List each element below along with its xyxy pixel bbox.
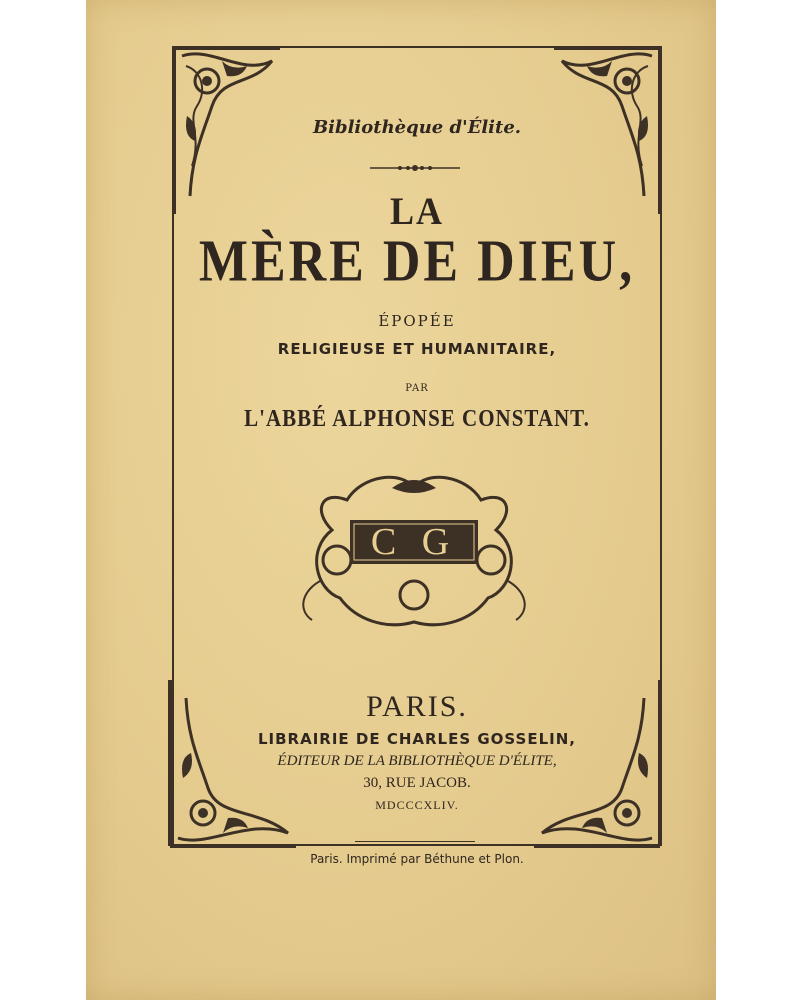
author-name: L'ABBÉ ALPHONSE CONSTANT. (244, 404, 590, 432)
title-line-1: LA (389, 189, 444, 233)
publication-year: MDCCCXLIV. (375, 798, 459, 812)
publisher-monogram: C G (370, 521, 458, 563)
publisher-address: 30, RUE JACOB. (363, 775, 471, 791)
subtitle-line-1: ÉPOPÉE (378, 312, 456, 330)
bottom-divider (355, 841, 475, 842)
book-title: MÈRE DE DIEU, (198, 228, 636, 295)
subtitle-line-2: RELIGIEUSE ET HUMANITAIRE, (277, 340, 557, 358)
series-title: Bibliothèque d'Élite. (312, 117, 522, 138)
printer-imprint: Paris. Imprimé par Béthune et Plon. (310, 852, 524, 866)
decorative-rule-icon (370, 158, 460, 168)
editor-line: ÉDITEUR DE LA BIBLIOTHÈQUE D'ÉLITE, (277, 753, 557, 769)
publication-city: PARIS. (366, 690, 468, 723)
by-label: PAR (405, 383, 429, 394)
publisher-name: LIBRAIRIE DE CHARLES GOSSELIN, (257, 730, 577, 748)
